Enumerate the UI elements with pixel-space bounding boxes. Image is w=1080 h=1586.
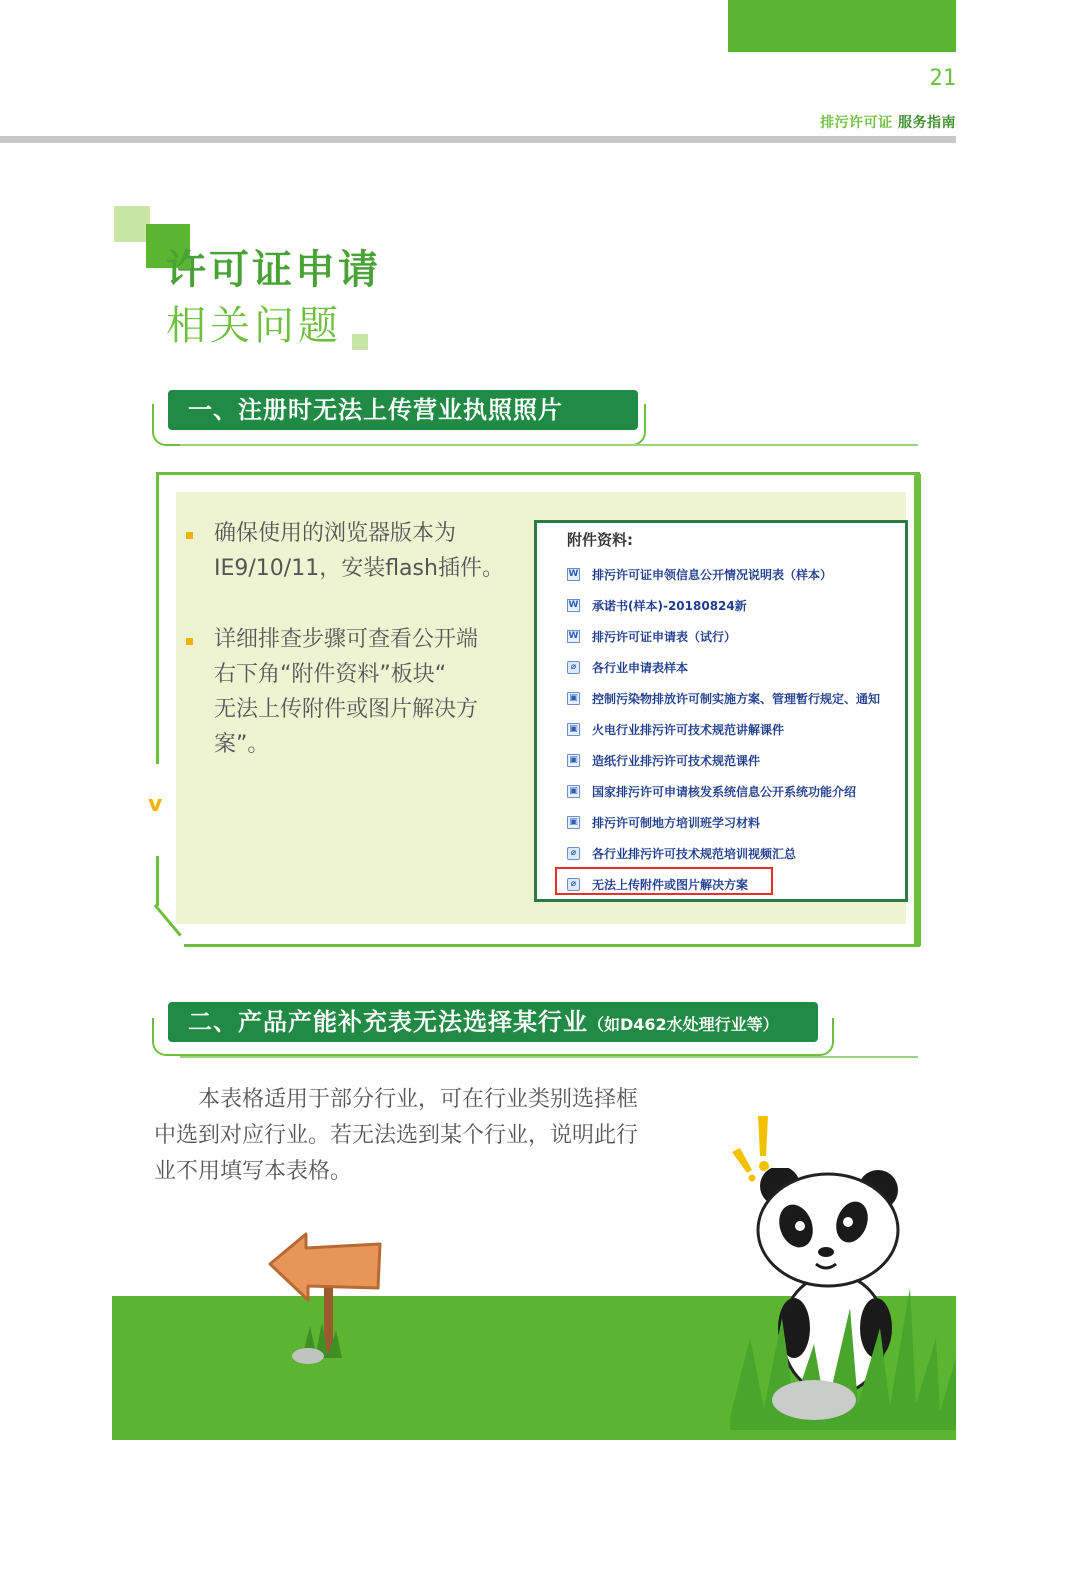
- paragraph-line: 业不用填写本表格。: [154, 1159, 353, 1184]
- paragraph-line: 中选到对应行业。若无法选到某个行业，说明此行: [154, 1123, 639, 1148]
- ppt-icon: ▣: [567, 692, 580, 705]
- section2-paragraph: [154, 1082, 704, 1190]
- running-head: [700, 112, 956, 132]
- box-border: [156, 472, 159, 764]
- attachment-link[interactable]: [567, 594, 747, 616]
- attachment-link[interactable]: [567, 687, 880, 709]
- ppt-icon: ▣: [567, 785, 580, 798]
- bullet-line: 无法上传附件或图片解决方: [214, 697, 479, 722]
- attachment-icon: ⌀: [567, 661, 580, 674]
- attachment-icon: ⌀: [567, 847, 580, 860]
- exclamation-stroke: [758, 1116, 768, 1156]
- page-subtitle: 相关问题: [166, 303, 342, 349]
- bullet-line: 右下角“附件资料”板块“: [214, 662, 447, 687]
- bullet-icon: [186, 532, 193, 539]
- attachment-link[interactable]: [567, 625, 736, 647]
- attachment-label: 国家排污许可申请核发系统信息公开系统功能介绍: [592, 784, 857, 799]
- bullet-icon: [186, 638, 193, 645]
- section2-heading-line: [180, 1056, 918, 1058]
- title-decor-square: [352, 334, 368, 350]
- attachment-label: 承诺书(样本)-20180824新: [592, 598, 747, 613]
- attachment-link[interactable]: [567, 563, 832, 585]
- bullet-line: IE9/10/11，安装flash插件。: [214, 556, 504, 581]
- highlight-box: [555, 867, 773, 895]
- attachment-link[interactable]: [567, 842, 796, 864]
- bullet-line: 案”。: [214, 732, 270, 757]
- panda-nose: [818, 1247, 834, 1257]
- title-decor-square: [114, 206, 150, 242]
- attachment-icon: ⌀: [567, 878, 580, 891]
- rock-icon: [292, 1348, 324, 1364]
- attachments-panel: [534, 520, 908, 902]
- attachment-link[interactable]: [567, 718, 784, 740]
- attachment-link[interactable]: [567, 811, 760, 833]
- ppt-icon: ▣: [567, 754, 580, 767]
- attachment-link[interactable]: [567, 749, 760, 771]
- bullet-line: 详细排查步骤可查看公开端: [214, 627, 479, 652]
- header-divider: [0, 136, 956, 143]
- running-head-part1: 排污许可证: [820, 115, 893, 131]
- page-title: 许可证申请: [166, 247, 381, 293]
- panda-eye: [843, 1217, 853, 1227]
- bullet-item: [214, 516, 504, 586]
- box-border: [914, 474, 921, 946]
- attachments-title: 附件资料:: [567, 531, 633, 549]
- header-tab: [728, 0, 956, 52]
- running-head-part2: 服务指南: [898, 115, 956, 131]
- attachment-label: 无法上传附件或图片解决方案: [592, 877, 749, 892]
- ppt-icon: ▣: [567, 816, 580, 829]
- attachment-label: 排污许可证申领信息公开情况说明表（样本）: [592, 567, 833, 582]
- panda-eye: [795, 1221, 805, 1231]
- signpost-illustration: [262, 1226, 392, 1366]
- ppt-icon: ▣: [567, 723, 580, 736]
- attachment-label: 造纸行业排污许可技术规范课件: [592, 753, 761, 768]
- box-border: [156, 472, 920, 475]
- chevron-down-icon: v: [148, 792, 163, 817]
- attachment-label: 各行业排污许可技术规范培训视频汇总: [592, 846, 797, 861]
- word-doc-icon: W: [568, 599, 579, 610]
- attachment-label: 控制污染物排放许可制实施方案、管理暂行规定、通知: [592, 691, 881, 706]
- attachment-link[interactable]: [567, 780, 856, 802]
- section1-heading: 一、注册时无法上传营业执照照片: [168, 390, 638, 430]
- section2-heading: [168, 1002, 818, 1042]
- panda-illustration: [730, 1168, 956, 1430]
- section2-heading-text: 二、产品产能补充表无法选择某行业: [188, 1008, 588, 1036]
- attachment-label: 各行业申请表样本: [592, 660, 689, 675]
- bullet-item: [214, 622, 478, 762]
- box-border: [156, 856, 159, 906]
- word-doc-icon: W: [568, 630, 579, 641]
- page-number: 21: [929, 66, 956, 91]
- attachment-link[interactable]: [567, 656, 688, 678]
- paragraph-line: 本表格适用于部分行业，可在行业类别选择框: [154, 1087, 639, 1112]
- section1-heading-line: [180, 444, 918, 446]
- section2-heading-note: （如D462水处理行业等）: [588, 1015, 779, 1034]
- attachment-label: 排污许可证申请表（试行）: [592, 629, 737, 644]
- rock-icon: [772, 1380, 856, 1420]
- box-border: [184, 944, 920, 947]
- bullet-line: 确保使用的浏览器版本为: [214, 521, 457, 546]
- word-doc-icon: W: [568, 568, 579, 579]
- attachment-label: 排污许可制地方培训班学习材料: [592, 815, 761, 830]
- attachment-label: 火电行业排污许可技术规范讲解课件: [592, 722, 785, 737]
